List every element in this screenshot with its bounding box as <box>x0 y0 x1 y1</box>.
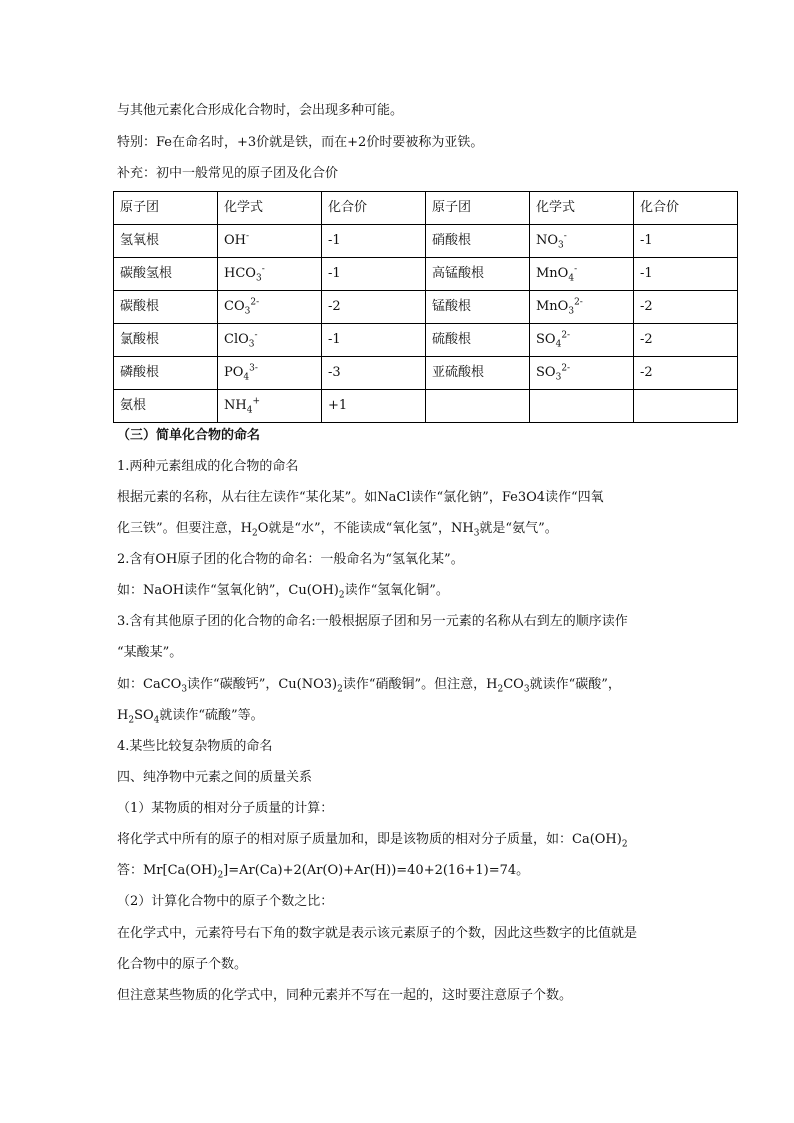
formula-charge: + <box>252 396 260 407</box>
q1-answer <box>117 862 742 880</box>
subscript: 2 <box>251 528 258 539</box>
text-run: 就是“氨气”。 <box>479 521 558 536</box>
table-cell <box>530 225 634 258</box>
section3-heading: （三）简单化合物的命名 <box>117 428 261 443</box>
table-cell <box>530 291 634 324</box>
text-run: 如：NaOH读作“氢氧化钠”，Cu(OH) <box>117 583 339 598</box>
formula-base: ClO <box>224 332 249 347</box>
table-cell: 锰酸根 <box>426 291 530 324</box>
table-cell: -2 <box>634 324 738 357</box>
table-cell: 氨根 <box>114 390 218 423</box>
table-cell: -1 <box>322 258 426 291</box>
subscript: 3 <box>473 528 480 539</box>
subscript: 2 <box>128 715 135 726</box>
subscript: 2 <box>217 870 224 881</box>
formula-charge: 2- <box>561 363 571 374</box>
p1-line-a: 根据元素的名称，从右往左读作“某化某”。如NaCl读作“氯化钠”，Fe3O4读作“四氧 <box>117 490 604 505</box>
table-cell: +1 <box>322 390 426 423</box>
table-header-cell: 化合价 <box>634 192 738 225</box>
table-cell <box>218 357 322 390</box>
text-run: 读作“氢氧化铜”。 <box>344 583 449 598</box>
p1-line-b <box>117 520 742 538</box>
text-run: SO <box>134 708 154 723</box>
table-header-row <box>114 192 738 225</box>
formula-subscript: 4 <box>568 273 575 284</box>
section4-heading: 四、纯净物中元素之间的质量关系 <box>117 770 313 785</box>
table-cell: -2 <box>634 291 738 324</box>
table-cell <box>530 390 634 423</box>
table-cell <box>218 291 322 324</box>
formula-subscript: 3 <box>558 240 564 251</box>
table-cell: -1 <box>322 324 426 357</box>
p3-title-cont: “某酸某”。 <box>117 645 183 660</box>
formula-charge: - <box>563 231 567 242</box>
q2-title: （2）计算化合物中的原子个数之比： <box>117 894 334 909</box>
table-cell: -2 <box>634 357 738 390</box>
formula-base: MnO <box>536 266 569 281</box>
table-cell <box>530 324 634 357</box>
text-run: 化三铁”。但要注意，H <box>117 521 252 536</box>
formula-subscript: 4 <box>555 339 562 350</box>
p3-example-a <box>117 676 742 694</box>
formula-base: SO <box>536 365 556 380</box>
formula-subscript: 4 <box>243 372 250 383</box>
table-cell <box>218 258 322 291</box>
intro-line-1: 与其他元素化合形成化合物时，会出现多种可能。 <box>117 103 404 118</box>
table-header-cell: 化学式 <box>530 192 634 225</box>
formula-subscript: 3 <box>568 306 575 317</box>
table-cell: 硝酸根 <box>426 225 530 258</box>
table-header-cell: 化合价 <box>322 192 426 225</box>
formula-charge: 3- <box>249 363 258 374</box>
p2-title: 2.含有OH原子团的化合物的命名：一般命名为“氢氧化某”。 <box>117 552 464 567</box>
p3-example-b <box>117 707 742 725</box>
table-cell <box>218 390 322 423</box>
text-run: CO <box>503 677 524 692</box>
formula-base: HCO <box>224 266 256 281</box>
table-header-cell: 原子团 <box>426 192 530 225</box>
table-cell <box>530 357 634 390</box>
subscript: 2 <box>621 839 628 850</box>
formula-charge: 2- <box>574 297 583 308</box>
formula-base: OH <box>224 233 246 248</box>
q2-line-a: 在化学式中，元素符号右下角的数字就是表示该元素原子的个数，因此这些数字的比值就是 <box>117 926 638 941</box>
table-cell: -1 <box>634 225 738 258</box>
table-cell: 硫酸根 <box>426 324 530 357</box>
q2-line-b: 化合物中的原子个数。 <box>117 957 248 972</box>
subscript: 2 <box>337 684 343 695</box>
table-cell: 氢氧根 <box>114 225 218 258</box>
table-cell: 磷酸根 <box>114 357 218 390</box>
formula-subscript: 3 <box>248 339 255 350</box>
p2-example <box>117 582 742 600</box>
text-run: 读作“碳酸钙”，Cu(NO3) <box>187 677 338 692</box>
table-header-cell: 原子团 <box>114 192 218 225</box>
formula-base: MnO <box>536 299 569 314</box>
subscript: 4 <box>153 715 160 726</box>
table-cell <box>218 324 322 357</box>
text-run: ]=Ar(Ca)+2(Ar(O)+Ar(H))=40+2(16+1)=74。 <box>223 863 530 878</box>
q1-line-a <box>117 831 742 849</box>
formula-charge: - <box>574 264 578 275</box>
q1-title: （1）某物质的相对分子质量的计算： <box>117 801 334 816</box>
table-cell: -1 <box>634 258 738 291</box>
formula-base: NH <box>224 398 247 413</box>
table-row <box>114 258 738 291</box>
intro-line-supplement: 补充：初中一般常见的原子团及化合价 <box>117 166 339 181</box>
table-row <box>114 291 738 324</box>
formula-charge: - <box>261 264 265 275</box>
p3-title: 3.含有其他原子团的化合物的命名:一般根据原子团和另一元素的名称从右到左的顺序读作 <box>117 614 628 629</box>
formula-charge: 2- <box>561 330 571 341</box>
table-cell: -1 <box>322 225 426 258</box>
table-row <box>114 357 738 390</box>
formula-charge: 2- <box>250 297 260 308</box>
formula-base: PO <box>224 365 244 380</box>
formula-subscript: 4 <box>246 405 253 416</box>
text-run: 如：CaCO <box>117 677 182 692</box>
text-run: 将化学式中所有的原子的相对原子质量加和，即是该物质的相对分子质量，如：Ca(OH) <box>117 832 622 847</box>
table-cell: 碳酸根 <box>114 291 218 324</box>
text-run: O就是“水”，不能读成“氧化氢”，NH <box>257 521 474 536</box>
text-run: 读作“硝酸铜”。但注意，H <box>342 677 498 692</box>
table-cell: 亚硫酸根 <box>426 357 530 390</box>
formula-base: NO <box>536 233 559 248</box>
table-cell <box>530 258 634 291</box>
formula-base: SO <box>536 332 556 347</box>
table-cell <box>634 390 738 423</box>
formula-base: CO <box>224 299 245 314</box>
table-row <box>114 390 738 423</box>
p1-title: 1.两种元素组成的化合物的命名 <box>117 459 299 474</box>
text-run: 答：Mr[Ca(OH) <box>117 863 218 878</box>
formula-subscript: 3 <box>555 372 562 383</box>
table-cell: 高锰酸根 <box>426 258 530 291</box>
subscript: 2 <box>497 684 504 695</box>
q2-line-c: 但注意某些物质的化学式中，同种元素并不写在一起的，这时要注意原子个数。 <box>117 988 573 1003</box>
formula-charge: - <box>254 330 258 341</box>
table-cell: 氯酸根 <box>114 324 218 357</box>
table-cell: -2 <box>322 291 426 324</box>
subscript: 3 <box>181 684 188 695</box>
formula-subscript: 3 <box>244 306 251 317</box>
table-row <box>114 324 738 357</box>
intro-line-special: 特别：Fe在命名时，+3价就是铁，而在+2价时要被称为亚铁。 <box>117 135 484 150</box>
subscript: 2 <box>338 590 345 601</box>
table-cell: -3 <box>322 357 426 390</box>
ion-valence-table <box>113 191 738 423</box>
text-run: 就读作“碳酸”， <box>529 677 621 692</box>
p4-title: 4.某些比较复杂物质的命名 <box>117 739 273 754</box>
table-cell: 碳酸氢根 <box>114 258 218 291</box>
table-header-cell: 化学式 <box>218 192 322 225</box>
table-cell <box>426 390 530 423</box>
formula-charge: - <box>246 231 250 242</box>
text-run: 就读作“硫酸”等。 <box>159 708 264 723</box>
table-row <box>114 225 738 258</box>
table-cell <box>218 225 322 258</box>
subscript: 3 <box>523 684 530 695</box>
formula-subscript: 3 <box>255 273 262 284</box>
text-run: H <box>117 708 129 723</box>
